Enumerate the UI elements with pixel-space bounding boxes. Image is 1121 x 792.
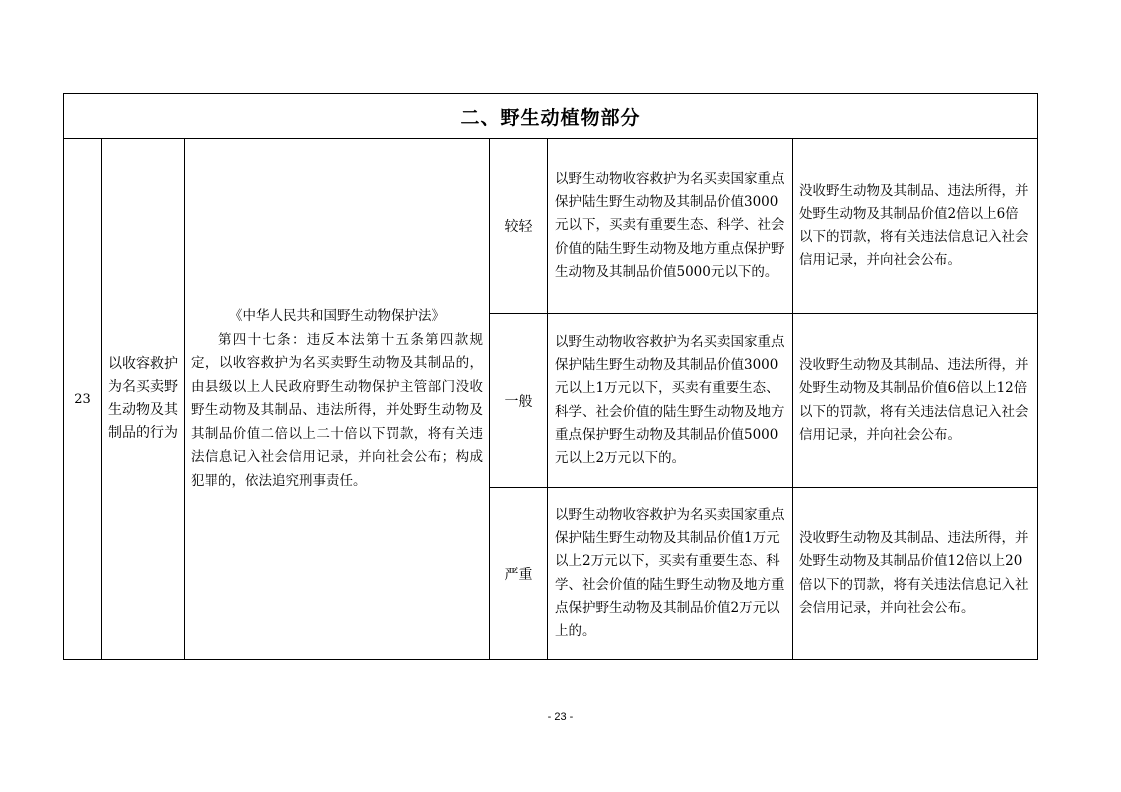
penalty-light: 没收野生动物及其制品、违法所得，并处野生动物及其制品价值2倍以上6倍以下的罚款，将有关违法信息记入社会信用记录，并向社会公布。 [793, 139, 1038, 314]
circumstance-serious: 以野生动物收容救护为名买卖国家重点保护陆生野生动物及其制品价值1万元以上2万元以下，买卖有重要生态、科学、社会价值的陆生野生动物及地方重点保护野生动物及其制品价值2万元以上的。 [548, 488, 793, 660]
page-number: - 23 - [547, 711, 574, 723]
law-article: 第四十七条：违反本法第十五条第四款规定，以收容救护为名买卖野生动物及其制品的，由县级以上人民政府野生动物保护主管部门没收野生动物及其制品、违法所得，并处野生动物及其制品价值二倍以上二十倍以下罚款，将有关违法信息记入社会信用记录，并向社会公布；构成犯罪的，依法追究刑事责任。 [191, 331, 483, 489]
level-general: 一般 [490, 314, 548, 488]
table-row [64, 139, 1038, 314]
penalty-serious: 没收野生动物及其制品、违法所得，并处野生动物及其制品价值12倍以上20倍以下的罚款，将有关违法信息记入社会信用记录，并向社会公布。 [793, 488, 1038, 660]
circumstance-light: 以野生动物收容救护为名买卖国家重点保护陆生野生动物及其制品价值3000元以下，买卖有重要生态、科学、社会价值的陆生野生动物及地方重点保护野生动物及其制品价值5000元以下的。 [548, 139, 793, 314]
section-title: 二、野生动植物部分 [64, 94, 1038, 139]
penalty-general: 没收野生动物及其制品、违法所得，并处野生动物及其制品价值6倍以上12倍以下的罚款，将有关违法信息记入社会信用记录，并向社会公布。 [793, 314, 1038, 488]
legal-basis [185, 139, 490, 660]
level-light: 较轻 [490, 139, 548, 314]
level-serious: 严重 [490, 488, 548, 660]
violation-behavior: 以收容救护为名买卖野生动物及其制品的行为 [102, 139, 185, 660]
law-title: 《中华人民共和国野生动物保护法》 [229, 308, 445, 324]
item-number: 23 [64, 139, 102, 660]
circumstance-general: 以野生动物收容救护为名买卖国家重点保护陆生野生动物及其制品价值3000元以上1万元以下，买卖有重要生态、科学、社会价值的陆生野生动物及地方重点保护野生动物及其制品价值5000元以上2万元以下的。 [548, 314, 793, 488]
penalty-standard-table [63, 93, 1038, 660]
